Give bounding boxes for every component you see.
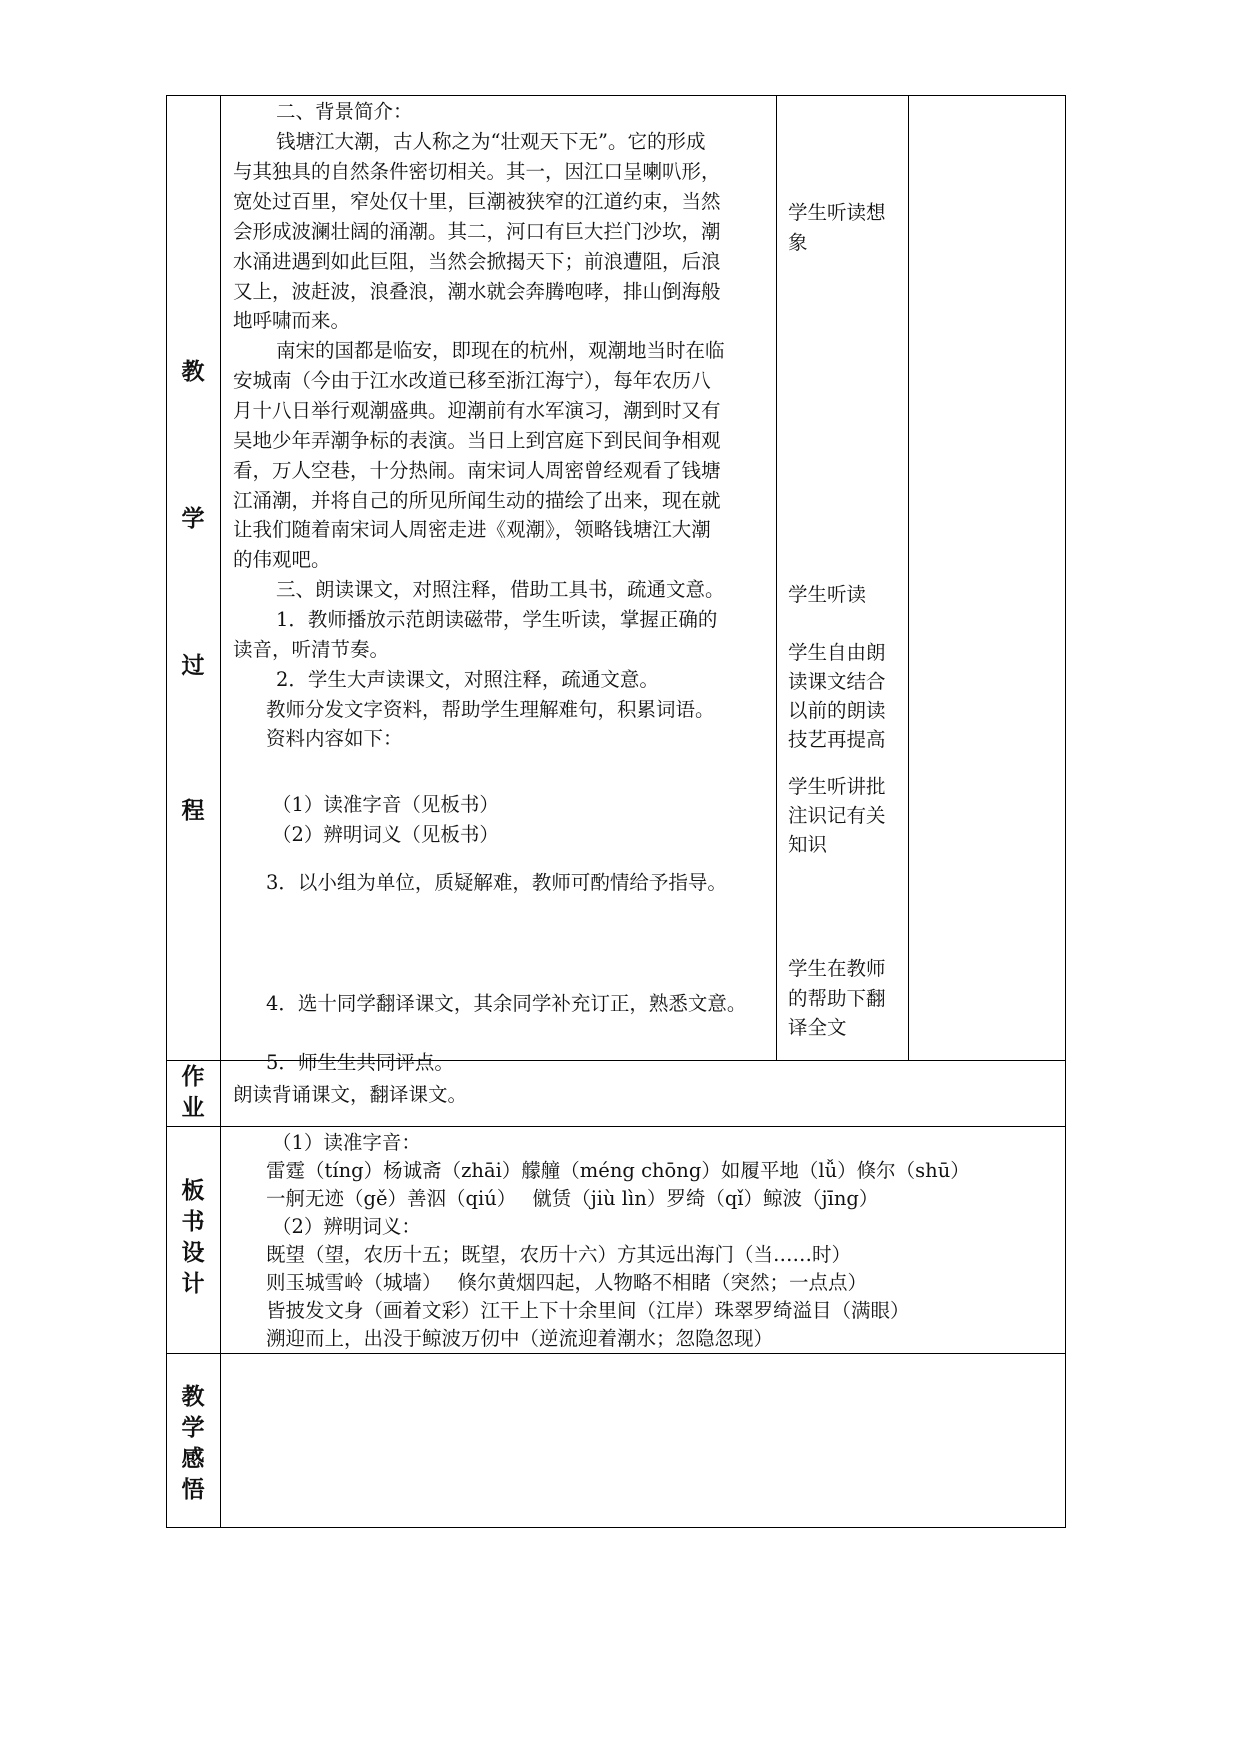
process-label-char-2: 学 [181,506,205,532]
student-activity-line: 学生在教师 [788,957,886,980]
table-border-left [166,95,167,1528]
row-divider-homework-board [166,1126,1066,1127]
process-line: 读音，听清节奏。 [233,638,390,661]
process-label-char-4: 程 [181,798,205,824]
student-activity-line: 知识 [788,833,828,856]
board-line: 皆披发文身（画着文彩）江干上下十余里间（江岸）珠翠罗绮溢目（满眼） [266,1299,910,1322]
student-activity-line: 译全文 [788,1016,847,1039]
process-line: 的伟观吧。 [233,548,331,571]
board-line: 雷霆（tíng）杨诚斋（zhāi）艨艟（méng chōng）如履平地（lǚ）倏尔（shū） [266,1159,970,1182]
homework-label-char-1: 作 [181,1064,205,1090]
student-activity-line: 学生自由朗 [788,641,886,664]
process-line: （1）读准字音（见板书） [272,793,499,816]
process-line: 二、背景简介： [276,100,413,123]
process-line: 会形成波澜壮阔的涌潮。其二，河口有巨大拦门沙坎，潮 [233,220,721,243]
reflection-label-char-1: 教 [181,1384,205,1410]
board-line: 一舸无迹（gě）善泅（qiú） 僦赁（jiù lìn）罗绮（qǐ）鲸波（jīng） [266,1187,879,1210]
process-line: 月十八日举行观潮盛典。迎潮前有水军演习，潮到时又有 [233,399,721,422]
table-border-right [1065,95,1066,1528]
student-activity-line: 技艺再提高 [788,728,886,751]
reflection-label-char-3: 感 [181,1446,205,1472]
board-line: （2）辨明词义： [272,1215,421,1238]
process-line: 与其独具的自然条件密切相关。其一，因江口呈喇叭形， [233,160,721,183]
process-line: 钱塘江大潮，古人称之为“壮观天下无”。它的形成 [276,130,706,153]
process-line: 教师分发文字资料，帮助学生理解难句，积累词语。 [266,698,715,721]
process-line: 让我们随着南宋词人周密走进《观潮》，领略钱塘江大潮 [233,518,711,541]
process-line: 4．选十同学翻译课文，其余同学补充订正，熟悉文意。 [266,992,747,1015]
process-line: 吴地少年弄潮争标的表演。当日上到宫庭下到民间争相观 [233,429,721,452]
student-activity-line: 以前的朗读 [788,699,886,722]
process-line: （2）辨明词义（见板书） [272,823,499,846]
student-activity-line: 学生听读 [788,583,867,606]
student-activity-line: 学生听讲批 [788,775,886,798]
process-line: 地呼啸而来。 [233,309,351,332]
process-line: 2．学生大声读课文，对照注释，疏通文意。 [276,668,659,691]
student-activity-line: 的帮助下翻 [788,987,886,1010]
label-column-divider [220,95,221,1528]
reflection-label-char-2: 学 [181,1415,205,1441]
process-line: 又上，波赶波，浪叠浪，潮水就会奔腾咆哮，排山倒海般 [233,280,721,303]
process-line: 江涌潮，并将自己的所见所闻生动的描绘了出来，现在就 [233,489,721,512]
process-line: 5．师生生共同评点。 [266,1051,454,1074]
board-line: 溯迎而上，出没于鲸波万仞中（逆流迎着潮水；忽隐忽现） [266,1327,774,1350]
process-line: 安城南（今由于江水改道已移至浙江海宁），每年农历八 [233,369,711,392]
process-label-char-3: 过 [181,653,205,679]
process-line: 三、朗读课文，对照注释，借助工具书，疏通文意。 [276,578,725,601]
board-label-char-3: 设 [181,1240,205,1266]
board-label-char-1: 板 [181,1178,205,1204]
process-line: 资料内容如下： [266,727,403,750]
process-line: 3．以小组为单位，质疑解难，教师可酌情给予指导。 [266,871,727,894]
process-line: 南宋的国都是临安，即现在的杭州，观潮地当时在临 [276,339,725,362]
student-activity-line: 读课文结合 [788,670,886,693]
board-line: （1）读准字音： [272,1131,421,1154]
process-line: 宽处过百里，窄处仅十里，巨潮被狭窄的江道约束，当然 [233,190,721,213]
student-activity-line: 注识记有关 [788,804,886,827]
board-line: 既望（望，农历十五；既望，农历十六）方其远出海门（当……时） [266,1243,852,1266]
student-activity-line: 象 [788,231,808,254]
table-border-bottom [166,1527,1066,1528]
table-border-top [166,95,1066,96]
board-label-char-4: 计 [181,1271,205,1297]
process-line: 看，万人空巷，十分热闹。南宋词人周密曾经观看了钱塘 [233,459,721,482]
homework-text: 朗读背诵课文，翻译课文。 [233,1083,468,1106]
notes-column-divider [908,95,909,1061]
homework-label-char-2: 业 [181,1095,205,1121]
student-column-divider [776,95,777,1061]
reflection-label-char-4: 悟 [181,1477,205,1503]
process-line: 水涌进遇到如此巨阻，当然会掀揭天下；前浪遭阻，后浪 [233,250,721,273]
board-line: 则玉城雪岭（城墙） 倏尔黄烟四起，人物略不相睹（突然；一点点） [266,1271,867,1294]
process-label-char-1: 教 [181,359,205,385]
process-line: 1．教师播放示范朗读磁带，学生听读，掌握正确的 [276,608,718,631]
student-activity-line: 学生听读想 [788,201,886,224]
board-label-char-2: 书 [181,1209,205,1235]
